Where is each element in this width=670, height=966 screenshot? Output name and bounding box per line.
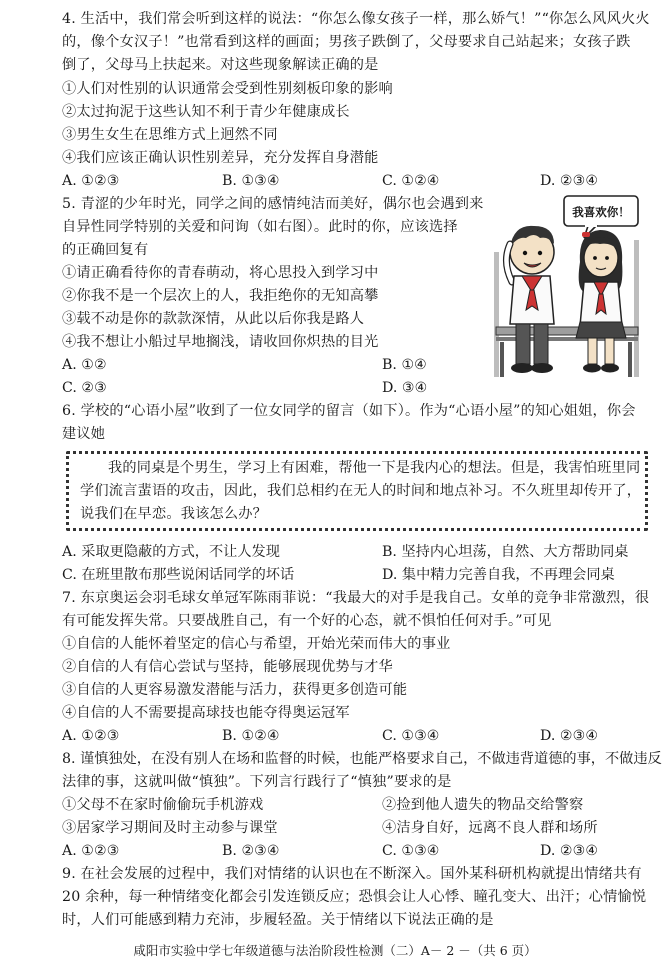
q6-option-d[interactable]: D. 集中精力完善自我，不再理会同桌 xyxy=(382,567,615,583)
q5-item-1: ①请正确看待你的青春萌动，将心思投入到学习中 xyxy=(62,265,379,281)
q7-item-1: ①自信的人能怀着坚定的信心与希望，开始光荣而伟大的事业 xyxy=(62,636,451,652)
q7-item-4: ④自信的人不需要提高球技也能夺得奥运冠军 xyxy=(62,705,350,721)
page-footer: 咸阳市实验中学七年级道德与法治阶段性检测（二）A－ 2 －（共 6 页） xyxy=(133,943,537,958)
q5-option-d[interactable]: D. ③④ xyxy=(382,380,428,396)
q4-stem-line-3: 倒了，父母马上扶起来。对这些现象解读正确的是 xyxy=(62,57,379,73)
q8-option-c[interactable]: C. ①③④ xyxy=(382,843,440,859)
q6-stem-line-2: 建议她 xyxy=(62,426,106,442)
q8-option-b[interactable]: B. ②③④ xyxy=(222,843,280,859)
q4-item-3: ③男生女生在思维方式上迥然不同 xyxy=(62,127,278,143)
q8-stem-line-2: 法律的事，这就叫做“慎独”。下列言行践行了“慎独”要求的是 xyxy=(62,774,452,790)
girl-figure xyxy=(576,230,626,373)
q7-stem-line-1: 7. 东京奥运会羽毛球女单冠军陈雨菲说：“我最大的对手是我自己。女单的竞争非常激烈，很 xyxy=(62,590,650,606)
q6-option-a[interactable]: A. 采取更隐蔽的方式，不让人发现 xyxy=(62,544,280,560)
q6-box-line-1: 我的同桌是个男生，学习上有困难，帮他一下是我内心的想法。但是，我害怕班里同 xyxy=(108,460,641,476)
q7-option-c[interactable]: C. ①③④ xyxy=(382,728,440,744)
q5-stem-line-1: 5. 青涩的少年时光，同学之间的感情纯洁而美好，偶尔也会遇到来 xyxy=(62,196,484,212)
q4-item-2: ②太过拘泥于这些认知不利于青少年健康成长 xyxy=(62,104,350,120)
q4-option-a[interactable]: A. ①②③ xyxy=(62,173,120,189)
q5-stem-line-2: 自异性同学特别的关爱和问询（如右图）。此时的你，应该选择 xyxy=(62,219,458,235)
q4-stem-line-2: 的，像个女汉子！”也常看到这样的画面；男孩子跌倒了，父母要求自己站起来；女孩子跌 xyxy=(62,34,631,50)
q4-option-b[interactable]: B. ①③④ xyxy=(222,173,280,189)
q8-option-d[interactable]: D. ②③④ xyxy=(540,843,599,859)
q9-stem-line-1: 9. 在社会发展的过程中，我们对情绪的认识也在不断深入。国外某科研机构就提出情绪共有 xyxy=(62,866,642,882)
q6-box-line-2: 学们流言蜚语的攻击，因此，我们总相约在无人的时间和地点补习。不久班里却传开了， xyxy=(80,483,642,499)
q4-item-1: ①人们对性别的认识通常会受到性别刻板印象的影响 xyxy=(62,81,393,97)
q4-option-c[interactable]: C. ①②④ xyxy=(382,173,440,189)
q8-item-2: ②捡到他人遗失的物品交给警察 xyxy=(382,797,584,813)
boy-figure xyxy=(506,226,554,373)
q8-option-a[interactable]: A. ①②③ xyxy=(62,843,120,859)
q5-illustration xyxy=(492,192,642,382)
speech-bubble-text: 我喜欢你！ xyxy=(572,205,630,219)
q7-option-b[interactable]: B. ①②④ xyxy=(222,728,280,744)
q7-option-d[interactable]: D. ②③④ xyxy=(540,728,599,744)
q6-stem-line-1: 6. 学校的“心语小屋”收到了一位女同学的留言（如下）。作为“心语小屋”的知心姐姐，你会 xyxy=(62,403,636,419)
q7-item-3: ③自信的人更容易激发潜能与活力，获得更多创造可能 xyxy=(62,682,408,698)
q5-option-b[interactable]: B. ①④ xyxy=(382,357,427,373)
q5-item-4: ④我不想让小船过早地搁浅，请收回你炽热的目光 xyxy=(62,334,379,350)
q9-stem-line-2: 20 余种，每一种情绪变化都会引发连锁反应；恐惧会让人心悸、瞳孔变大、出汗；心情愉悦 xyxy=(62,889,647,905)
q5-item-3: ③载不动是你的款款深情，从此以后你我是路人 xyxy=(62,311,365,327)
q6-option-c[interactable]: C. 在班里散布那些说闲话同学的坏话 xyxy=(62,567,295,583)
q4-item-4: ④我们应该正确认识性别差异，充分发挥自身潜能 xyxy=(62,150,379,166)
q6-option-b[interactable]: B. 坚持内心坦荡，自然、大方帮助同桌 xyxy=(382,544,629,560)
q6-box-line-3: 说我们在早恋。我该怎么办？ xyxy=(80,506,268,522)
q7-option-a[interactable]: A. ①②③ xyxy=(62,728,120,744)
q7-stem-line-2: 有可能发挥失常。只要战胜自己，有一个好的心态，就不惧怕任何对手。”可见 xyxy=(62,613,552,629)
q5-item-2: ②你我不是一个层次上的人，我拒绝你的无知高攀 xyxy=(62,288,379,304)
q8-item-1: ①父母不在家时偷偷玩手机游戏 xyxy=(62,797,264,813)
q4-stem-line-1: 4. 生活中，我们常会听到这样的说法：“你怎么像女孩子一样，那么娇气！”“你怎么风风火火 xyxy=(62,11,650,27)
q5-stem-line-3: 的正确回复有 xyxy=(62,242,149,258)
q8-stem-line-1: 8. 谨慎独处，在没有别人在场和监督的时候，也能严格要求自己，不做违背道德的事，不做违反 xyxy=(62,751,662,767)
q5-option-c[interactable]: C. ②③ xyxy=(62,380,107,396)
q8-item-3: ③居家学习期间及时主动参与课堂 xyxy=(62,820,278,836)
q4-option-d[interactable]: D. ②③④ xyxy=(540,173,599,189)
q9-stem-line-3: 时，人们可能感到精力充沛，步履轻盈。关于情绪以下说法正确的是 xyxy=(62,912,494,928)
q7-item-2: ②自信的人有信心尝试与坚持，能够展现优势与才华 xyxy=(62,659,393,675)
q5-option-a[interactable]: A. ①② xyxy=(62,357,107,373)
q8-item-4: ④洁身自好，远离不良人群和场所 xyxy=(382,820,598,836)
